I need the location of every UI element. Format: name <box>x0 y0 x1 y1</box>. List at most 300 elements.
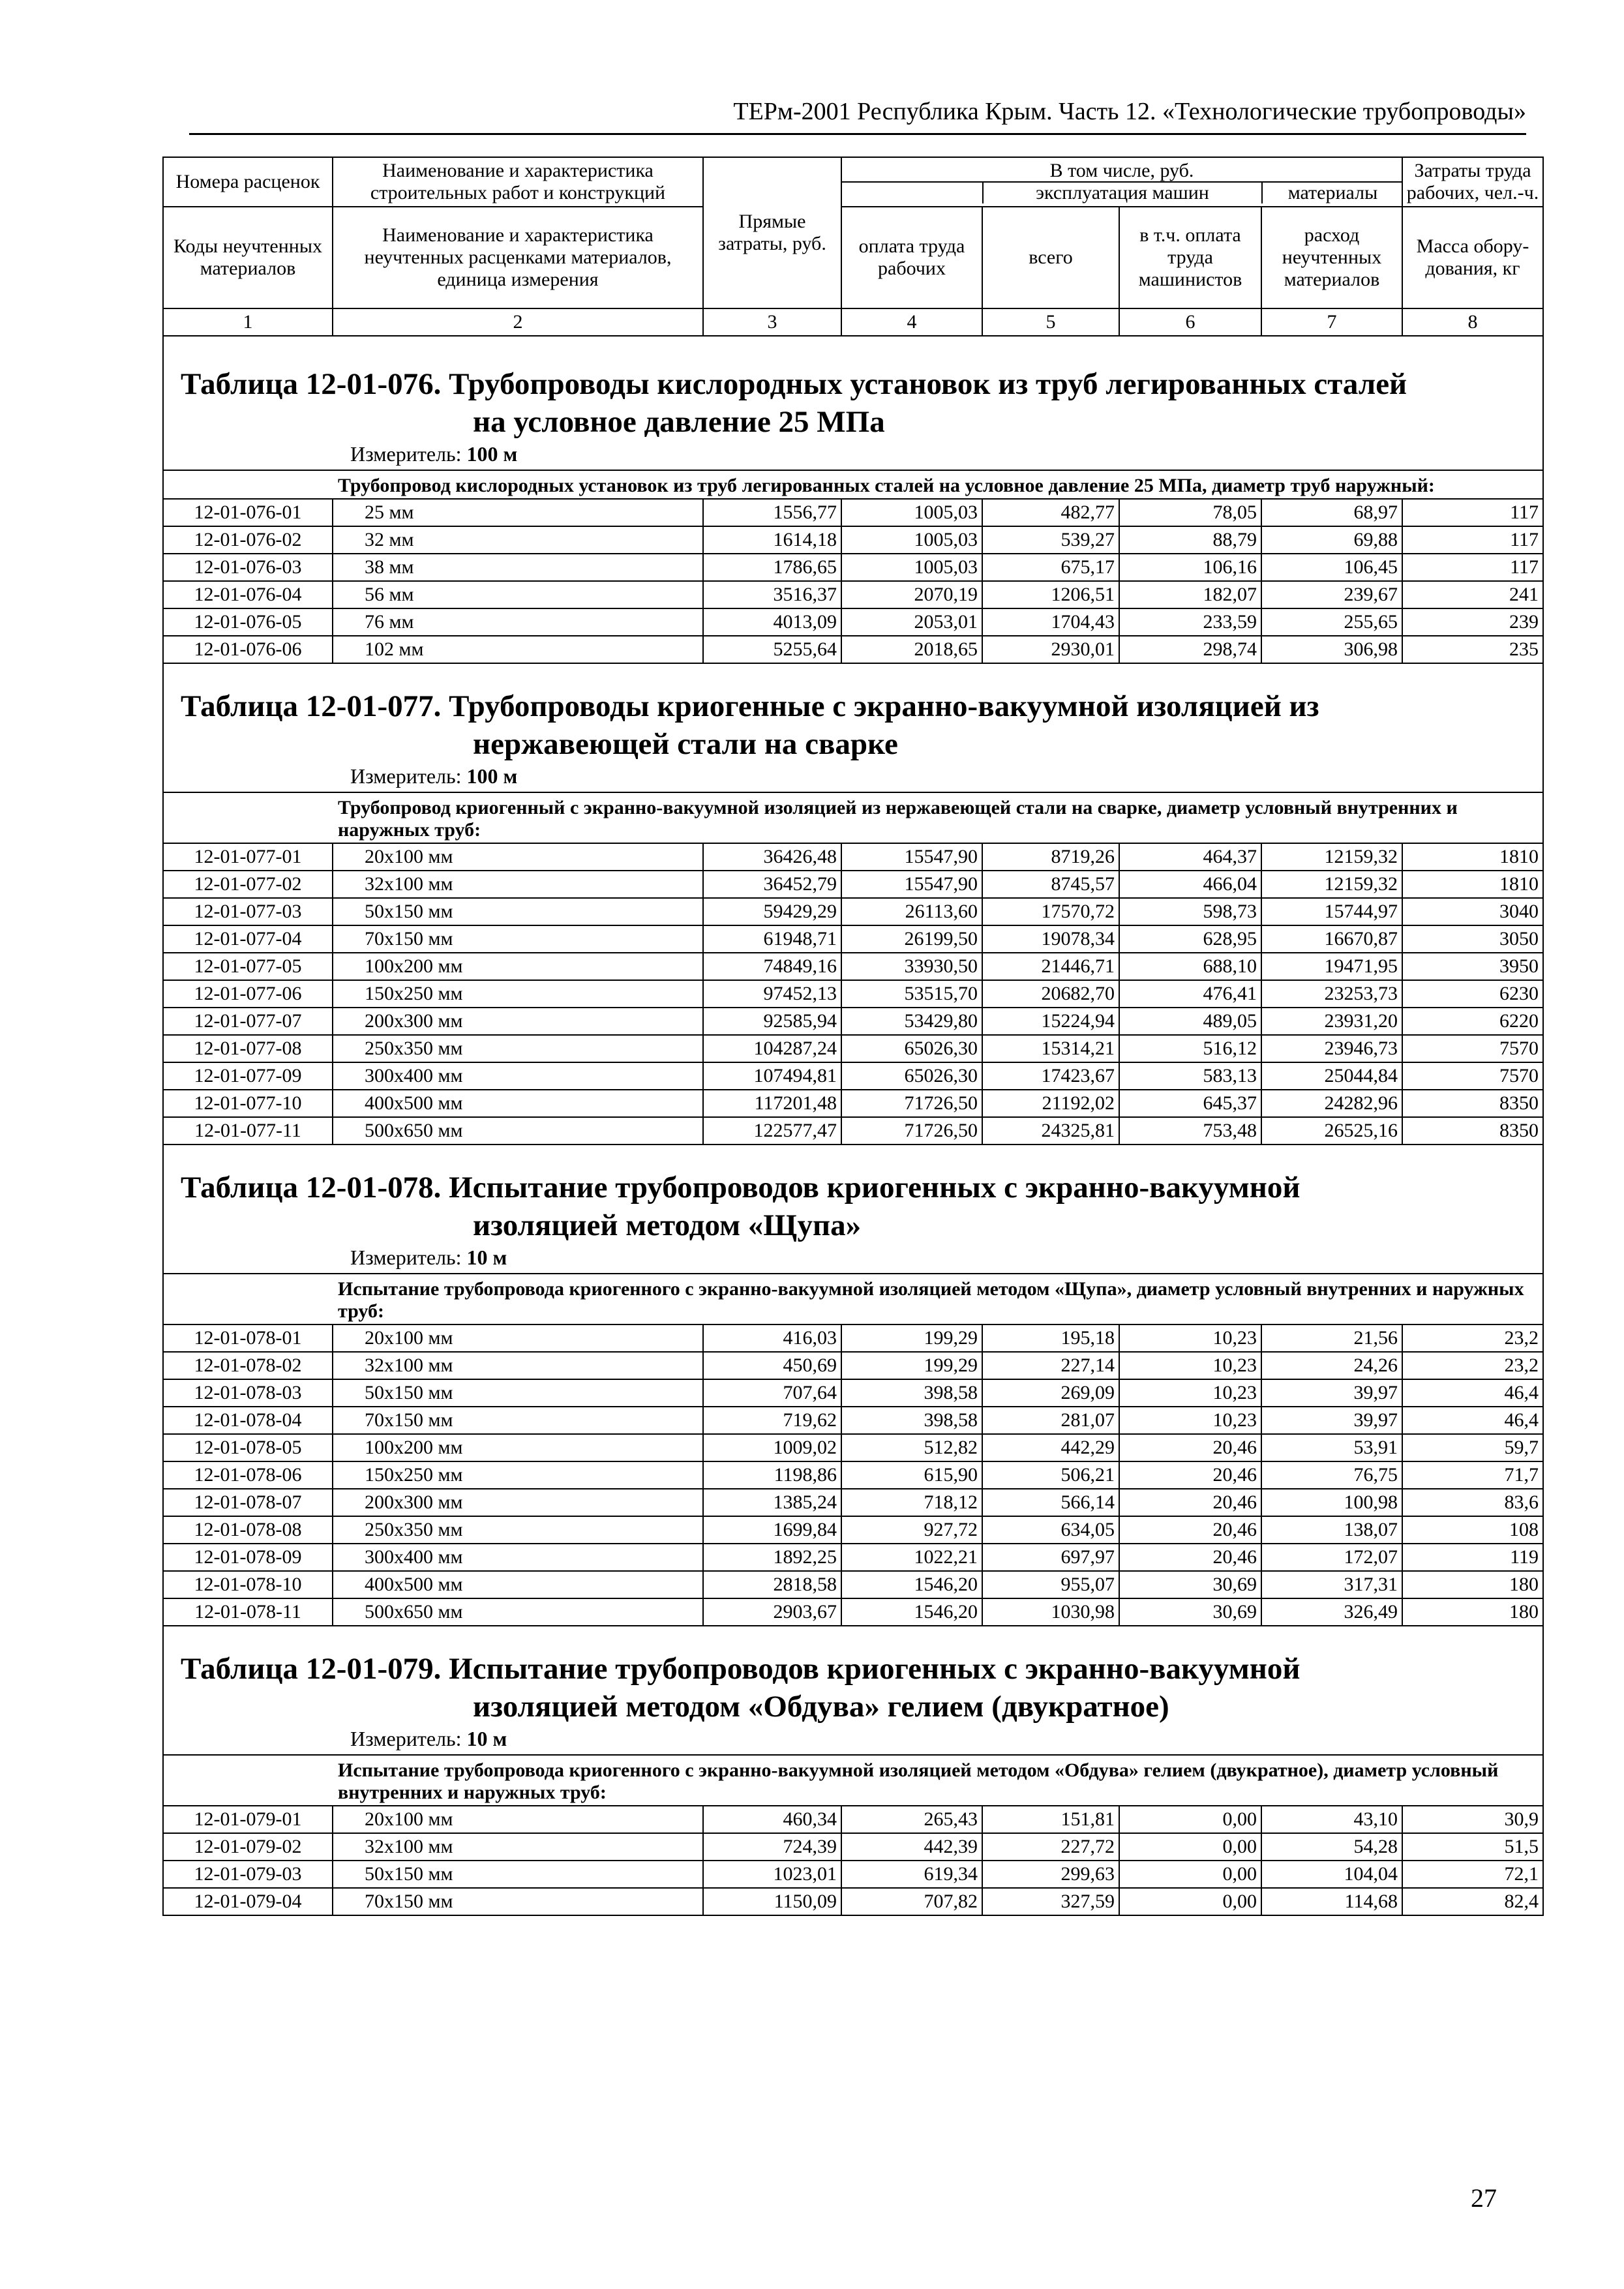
rate-code: 12-01-079-04 <box>163 1888 333 1915</box>
direct-cost: 117201,48 <box>703 1090 841 1117</box>
labor-hours: 23,2 <box>1402 1352 1543 1379</box>
table-title-line1: Таблица 12-01-077. Трубопроводы криогенные с экранно-вакуумной изоляцией из <box>181 689 1319 723</box>
section-title-cell <box>163 336 1543 470</box>
labor-pay: 71726,50 <box>841 1090 982 1117</box>
subheader-grid <box>842 183 1402 203</box>
rate-code: 12-01-076-01 <box>163 499 333 526</box>
machinists-pay: 0,00 <box>1119 1861 1261 1888</box>
machines-total: 482,77 <box>982 499 1119 526</box>
table-row <box>163 898 1543 925</box>
table-row <box>163 608 1543 636</box>
rate-code: 12-01-078-04 <box>163 1407 333 1434</box>
rate-code: 12-01-076-05 <box>163 608 333 636</box>
machinists-pay: 10,23 <box>1119 1324 1261 1352</box>
direct-cost: 92585,94 <box>703 1008 841 1035</box>
materials: 39,97 <box>1261 1407 1402 1434</box>
table-row <box>163 636 1543 663</box>
rate-code: 12-01-077-10 <box>163 1090 333 1117</box>
labor-pay: 398,58 <box>841 1379 982 1407</box>
col8-bottom-header: Масса обору-дования, кг <box>1402 207 1543 308</box>
rates-table <box>162 157 1544 1916</box>
direct-cost: 724,39 <box>703 1833 841 1861</box>
materials: 172,07 <box>1261 1544 1402 1571</box>
column-number: 3 <box>703 308 841 336</box>
rate-code: 12-01-078-11 <box>163 1598 333 1626</box>
direct-cost: 4013,09 <box>703 608 841 636</box>
rate-code: 12-01-078-02 <box>163 1352 333 1379</box>
materials: 317,31 <box>1261 1571 1402 1598</box>
rate-code: 12-01-077-07 <box>163 1008 333 1035</box>
direct-cost: 97452,13 <box>703 980 841 1008</box>
materials: 23253,73 <box>1261 980 1402 1008</box>
labor-hours: 239 <box>1402 608 1543 636</box>
materials: 12159,32 <box>1261 871 1402 898</box>
labor-hours: 117 <box>1402 526 1543 554</box>
direct-cost: 450,69 <box>703 1352 841 1379</box>
materials: 326,49 <box>1261 1598 1402 1626</box>
measure-line <box>168 1726 1539 1754</box>
work-name: 500х650 мм <box>333 1117 703 1144</box>
direct-cost: 122577,47 <box>703 1117 841 1144</box>
machines-total: 269,09 <box>982 1379 1119 1407</box>
rate-code: 12-01-077-06 <box>163 980 333 1008</box>
labor-hours: 71,7 <box>1402 1461 1543 1489</box>
direct-cost: 3516,37 <box>703 581 841 608</box>
machinists-pay: 516,12 <box>1119 1035 1261 1062</box>
direct-cost: 1786,65 <box>703 554 841 581</box>
group-row <box>163 1274 1543 1324</box>
rate-code: 12-01-078-05 <box>163 1434 333 1461</box>
machinists-pay: 88,79 <box>1119 526 1261 554</box>
labor-hours: 180 <box>1402 1571 1543 1598</box>
column-number: 5 <box>982 308 1119 336</box>
materials: 68,97 <box>1261 499 1402 526</box>
work-name: 200х300 мм <box>333 1489 703 1516</box>
labor-hours: 1810 <box>1402 871 1543 898</box>
labor-hours: 7570 <box>1402 1035 1543 1062</box>
work-name: 150х250 мм <box>333 1461 703 1489</box>
rate-code: 12-01-078-08 <box>163 1516 333 1544</box>
table-title-line2: нержавеющей стали на сварке <box>473 727 898 761</box>
column-number: 7 <box>1261 308 1402 336</box>
group-machines-header: эксплуатация машин <box>983 183 1262 203</box>
table-title <box>168 687 1539 763</box>
table-row <box>163 1833 1543 1861</box>
group-materials-header: материалы <box>1287 183 1378 203</box>
measure-label: Измеритель: <box>350 764 462 788</box>
page-number: 27 <box>1471 2183 1497 2213</box>
column-number: 1 <box>163 308 333 336</box>
machinists-pay: 753,48 <box>1119 1117 1261 1144</box>
measure-label: Измеритель: <box>350 442 462 466</box>
table-row <box>163 1090 1543 1117</box>
work-name: 300х400 мм <box>333 1062 703 1090</box>
work-name: 300х400 мм <box>333 1544 703 1571</box>
machines-total: 1206,51 <box>982 581 1119 608</box>
labor-pay: 615,90 <box>841 1461 982 1489</box>
col1-bottom-header: Коды неучтенных материалов <box>163 207 333 308</box>
group-incl-label: В том числе, руб. <box>842 160 1402 183</box>
col6-header: в т.ч. оплата труда машинистов <box>1119 207 1261 308</box>
group-row <box>163 470 1543 499</box>
machinists-pay: 106,16 <box>1119 554 1261 581</box>
machines-total: 1704,43 <box>982 608 1119 636</box>
running-header: ТЕРм-2001 Республика Крым. Часть 12. «Технологические трубопроводы» <box>733 98 1526 125</box>
rate-code: 12-01-077-11 <box>163 1117 333 1144</box>
materials: 12159,32 <box>1261 843 1402 871</box>
machinists-pay: 233,59 <box>1119 608 1261 636</box>
labor-hours: 7570 <box>1402 1062 1543 1090</box>
labor-pay: 2018,65 <box>841 636 982 663</box>
rate-code: 12-01-079-02 <box>163 1833 333 1861</box>
direct-cost: 59429,29 <box>703 898 841 925</box>
labor-hours: 23,2 <box>1402 1324 1543 1352</box>
labor-hours: 6230 <box>1402 980 1543 1008</box>
group-row-blank <box>163 1755 333 1806</box>
labor-pay: 33930,50 <box>841 953 982 980</box>
labor-pay: 26113,60 <box>841 898 982 925</box>
materials: 104,04 <box>1261 1861 1402 1888</box>
column-number: 4 <box>841 308 982 336</box>
work-name: 76 мм <box>333 608 703 636</box>
machinists-pay: 464,37 <box>1119 843 1261 871</box>
work-name: 70х150 мм <box>333 1888 703 1915</box>
measure-line <box>168 441 1539 470</box>
labor-pay: 65026,30 <box>841 1035 982 1062</box>
direct-cost: 2818,58 <box>703 1571 841 1598</box>
work-name: 70х150 мм <box>333 925 703 953</box>
labor-hours: 1810 <box>1402 843 1543 871</box>
measure-label: Измеритель: <box>350 1727 462 1750</box>
table-row <box>163 953 1543 980</box>
materials: 26525,16 <box>1261 1117 1402 1144</box>
machinists-pay: 182,07 <box>1119 581 1261 608</box>
rate-code: 12-01-077-09 <box>163 1062 333 1090</box>
machinists-pay: 78,05 <box>1119 499 1261 526</box>
measure-value: 10 м <box>466 1246 507 1269</box>
rate-code: 12-01-078-07 <box>163 1489 333 1516</box>
table-row <box>163 1516 1543 1544</box>
work-name: 32 мм <box>333 526 703 554</box>
machinists-pay: 20,46 <box>1119 1434 1261 1461</box>
machinists-pay: 30,69 <box>1119 1598 1261 1626</box>
table-row <box>163 1489 1543 1516</box>
table-title-line1: Таблица 12-01-078. Испытание трубопроводов криогенных с экранно-вакуумной <box>181 1171 1301 1204</box>
machinists-pay: 688,10 <box>1119 953 1261 980</box>
labor-pay: 1022,21 <box>841 1544 982 1571</box>
column-number: 8 <box>1402 308 1543 336</box>
rate-code: 12-01-077-01 <box>163 843 333 871</box>
table-row <box>163 925 1543 953</box>
materials: 19471,95 <box>1261 953 1402 980</box>
machinists-pay: 598,73 <box>1119 898 1261 925</box>
materials: 306,98 <box>1261 636 1402 663</box>
machines-total: 20682,70 <box>982 980 1119 1008</box>
labor-pay: 26199,50 <box>841 925 982 953</box>
rate-code: 12-01-076-03 <box>163 554 333 581</box>
measure-line <box>168 1244 1539 1273</box>
work-name: 56 мм <box>333 581 703 608</box>
materials: 54,28 <box>1261 1833 1402 1861</box>
machines-total: 634,05 <box>982 1516 1119 1544</box>
work-name: 20х100 мм <box>333 843 703 871</box>
machines-total: 8745,57 <box>982 871 1119 898</box>
labor-pay: 65026,30 <box>841 1062 982 1090</box>
labor-pay: 199,29 <box>841 1324 982 1352</box>
labor-pay: 512,82 <box>841 1434 982 1461</box>
group-row-blank <box>163 792 333 843</box>
labor-pay: 15547,90 <box>841 871 982 898</box>
col8-top-header: Затраты труда рабочих, чел.-ч. <box>1402 157 1543 207</box>
labor-hours: 46,4 <box>1402 1407 1543 1434</box>
machines-total: 19078,34 <box>982 925 1119 953</box>
direct-cost: 36426,48 <box>703 843 841 871</box>
materials: 24282,96 <box>1261 1090 1402 1117</box>
table-title <box>168 1169 1539 1244</box>
machinists-pay: 10,23 <box>1119 1379 1261 1407</box>
machinists-pay: 628,95 <box>1119 925 1261 953</box>
labor-hours: 117 <box>1402 554 1543 581</box>
machines-total: 506,21 <box>982 1461 1119 1489</box>
machines-total: 151,81 <box>982 1806 1119 1833</box>
rate-code: 12-01-078-09 <box>163 1544 333 1571</box>
col2-top-header: Наименование и характеристика строительных работ и конструкций <box>333 157 703 207</box>
column-number: 2 <box>333 308 703 336</box>
materials: 25044,84 <box>1261 1062 1402 1090</box>
table-row <box>163 1888 1543 1915</box>
labor-pay: 1005,03 <box>841 499 982 526</box>
labor-hours: 235 <box>1402 636 1543 663</box>
machinists-pay: 20,46 <box>1119 1516 1261 1544</box>
direct-cost: 2903,67 <box>703 1598 841 1626</box>
table-row <box>163 554 1543 581</box>
machines-total: 697,97 <box>982 1544 1119 1571</box>
labor-hours: 6220 <box>1402 1008 1543 1035</box>
machinists-pay: 0,00 <box>1119 1833 1261 1861</box>
work-name: 102 мм <box>333 636 703 663</box>
work-name: 50х150 мм <box>333 1379 703 1407</box>
materials: 23946,73 <box>1261 1035 1402 1062</box>
work-name: 50х150 мм <box>333 1861 703 1888</box>
labor-hours: 3950 <box>1402 953 1543 980</box>
labor-hours: 59,7 <box>1402 1434 1543 1461</box>
rate-code: 12-01-077-02 <box>163 871 333 898</box>
work-name: 100х200 мм <box>333 1434 703 1461</box>
measure-value: 100 м <box>466 442 518 466</box>
table-row <box>163 980 1543 1008</box>
measure-value: 100 м <box>466 764 518 788</box>
machinists-pay: 583,13 <box>1119 1062 1261 1090</box>
table-title-line2: изоляцией методом «Обдува» гелием (двукратное) <box>473 1690 1169 1724</box>
measure-line <box>168 763 1539 792</box>
machines-total: 539,27 <box>982 526 1119 554</box>
table-row <box>163 1806 1543 1833</box>
machinists-pay: 10,23 <box>1119 1352 1261 1379</box>
direct-cost: 1009,02 <box>703 1434 841 1461</box>
machines-total: 327,59 <box>982 1888 1119 1915</box>
section-title-row <box>163 663 1543 792</box>
table-row <box>163 1461 1543 1489</box>
work-name: 20х100 мм <box>333 1806 703 1833</box>
work-name: 32х100 мм <box>333 1833 703 1861</box>
labor-pay: 442,39 <box>841 1833 982 1861</box>
materials: 138,07 <box>1261 1516 1402 1544</box>
materials: 53,91 <box>1261 1434 1402 1461</box>
direct-cost: 460,34 <box>703 1806 841 1833</box>
labor-pay: 1546,20 <box>841 1571 982 1598</box>
rate-code: 12-01-077-08 <box>163 1035 333 1062</box>
materials: 106,45 <box>1261 554 1402 581</box>
machines-total: 675,17 <box>982 554 1119 581</box>
rate-code: 12-01-076-04 <box>163 581 333 608</box>
rate-code: 12-01-078-10 <box>163 1571 333 1598</box>
labor-hours: 3040 <box>1402 898 1543 925</box>
labor-pay: 1005,03 <box>841 526 982 554</box>
rate-code: 12-01-079-01 <box>163 1806 333 1833</box>
direct-cost: 1198,86 <box>703 1461 841 1489</box>
table-row <box>163 1598 1543 1626</box>
work-name: 32х100 мм <box>333 1352 703 1379</box>
labor-pay: 265,43 <box>841 1806 982 1833</box>
machinists-pay: 20,46 <box>1119 1489 1261 1516</box>
table-row <box>163 1008 1543 1035</box>
section-title-cell <box>163 663 1543 792</box>
materials: 16670,87 <box>1261 925 1402 953</box>
rate-code: 12-01-077-03 <box>163 898 333 925</box>
machines-total: 442,29 <box>982 1434 1119 1461</box>
labor-pay: 53515,70 <box>841 980 982 1008</box>
labor-pay: 199,29 <box>841 1352 982 1379</box>
table-title-line2: изоляцией методом «Щупа» <box>473 1208 862 1242</box>
group-row-blank <box>163 470 333 499</box>
labor-pay: 71726,50 <box>841 1117 982 1144</box>
table-row <box>163 1407 1543 1434</box>
col7-header: расход неучтенных материалов <box>1261 207 1402 308</box>
work-name: 32х100 мм <box>333 871 703 898</box>
labor-hours: 30,9 <box>1402 1806 1543 1833</box>
labor-hours: 82,4 <box>1402 1888 1543 1915</box>
table-row <box>163 1352 1543 1379</box>
machinists-pay: 476,41 <box>1119 980 1261 1008</box>
materials: 239,67 <box>1261 581 1402 608</box>
materials: 100,98 <box>1261 1489 1402 1516</box>
work-name: 200х300 мм <box>333 1008 703 1035</box>
table-row <box>163 1571 1543 1598</box>
labor-pay: 15547,90 <box>841 843 982 871</box>
table-row <box>163 1861 1543 1888</box>
direct-cost: 104287,24 <box>703 1035 841 1062</box>
labor-pay: 718,12 <box>841 1489 982 1516</box>
column-number: 6 <box>1119 308 1261 336</box>
machines-total: 15314,21 <box>982 1035 1119 1062</box>
machines-total: 299,63 <box>982 1861 1119 1888</box>
direct-cost: 1023,01 <box>703 1861 841 1888</box>
labor-pay: 398,58 <box>841 1407 982 1434</box>
machines-total: 17423,67 <box>982 1062 1119 1090</box>
col3-header: Прямые затраты, руб. <box>703 157 841 308</box>
labor-hours: 72,1 <box>1402 1861 1543 1888</box>
table-title-line1: Таблица 12-01-079. Испытание трубопроводов криогенных с экранно-вакуумной <box>181 1652 1301 1686</box>
column-numbers-row <box>163 308 1543 336</box>
direct-cost: 107494,81 <box>703 1062 841 1090</box>
machinists-pay: 20,46 <box>1119 1544 1261 1571</box>
section-title-cell <box>163 1144 1543 1274</box>
labor-hours: 51,5 <box>1402 1833 1543 1861</box>
table-row <box>163 843 1543 871</box>
machinists-pay: 466,04 <box>1119 871 1261 898</box>
materials: 23931,20 <box>1261 1008 1402 1035</box>
group-description: Трубопровод криогенный с экранно-вакуумной изоляцией из нержавеющей стали на сварке, диаметр условный внутренних и наружных труб: <box>333 792 1543 843</box>
work-name: 250х350 мм <box>333 1035 703 1062</box>
table-title-line2: на условное давление 25 МПа <box>473 405 885 439</box>
table-row <box>163 1434 1543 1461</box>
labor-hours: 119 <box>1402 1544 1543 1571</box>
materials: 24,26 <box>1261 1352 1402 1379</box>
labor-hours: 8350 <box>1402 1090 1543 1117</box>
rate-code: 12-01-077-04 <box>163 925 333 953</box>
group-row <box>163 1755 1543 1806</box>
rate-code: 12-01-076-02 <box>163 526 333 554</box>
machines-total: 8719,26 <box>982 843 1119 871</box>
machines-total: 2930,01 <box>982 636 1119 663</box>
materials: 114,68 <box>1261 1888 1402 1915</box>
machines-total: 566,14 <box>982 1489 1119 1516</box>
labor-hours: 8350 <box>1402 1117 1543 1144</box>
machines-total: 21192,02 <box>982 1090 1119 1117</box>
table-title-line1: Таблица 12-01-076. Трубопроводы кислородных установок из труб легированных сталей <box>181 367 1407 401</box>
labor-pay: 2053,01 <box>841 608 982 636</box>
direct-cost: 1385,24 <box>703 1489 841 1516</box>
table-row <box>163 526 1543 554</box>
work-name: 150х250 мм <box>333 980 703 1008</box>
work-name: 38 мм <box>333 554 703 581</box>
work-name: 50х150 мм <box>333 898 703 925</box>
rate-code: 12-01-078-03 <box>163 1379 333 1407</box>
labor-hours: 108 <box>1402 1516 1543 1544</box>
direct-cost: 5255,64 <box>703 636 841 663</box>
machines-total: 21446,71 <box>982 953 1119 980</box>
section-title-row <box>163 1626 1543 1755</box>
work-name: 400х500 мм <box>333 1090 703 1117</box>
machinists-pay: 20,46 <box>1119 1461 1261 1489</box>
table-row <box>163 1379 1543 1407</box>
rate-code: 12-01-076-06 <box>163 636 333 663</box>
group-description: Трубопровод кислородных установок из труб легированных сталей на условное давление 25 МПа, диаметр труб наружный: <box>333 470 1543 499</box>
labor-pay: 927,72 <box>841 1516 982 1544</box>
group-description: Испытание трубопровода криогенного с экранно-вакуумной изоляцией методом «Щупа», диаметр условный внутренних и наружных труб: <box>333 1274 1543 1324</box>
materials: 39,97 <box>1261 1379 1402 1407</box>
machines-total: 195,18 <box>982 1324 1119 1352</box>
measure-value: 10 м <box>466 1727 507 1750</box>
direct-cost: 36452,79 <box>703 871 841 898</box>
measure-label: Измеритель: <box>350 1246 462 1269</box>
table-row <box>163 1035 1543 1062</box>
group-incl-header <box>841 157 1402 207</box>
section-title-cell <box>163 1626 1543 1755</box>
materials: 69,88 <box>1261 526 1402 554</box>
work-name: 20х100 мм <box>333 1324 703 1352</box>
direct-cost: 1892,25 <box>703 1544 841 1571</box>
labor-pay: 619,34 <box>841 1861 982 1888</box>
header-row-1 <box>163 157 1543 207</box>
rate-code: 12-01-079-03 <box>163 1861 333 1888</box>
machinists-pay: 489,05 <box>1119 1008 1261 1035</box>
rate-code: 12-01-077-05 <box>163 953 333 980</box>
machines-total: 15224,94 <box>982 1008 1119 1035</box>
labor-pay: 1546,20 <box>841 1598 982 1626</box>
labor-pay: 2070,19 <box>841 581 982 608</box>
rate-code: 12-01-078-01 <box>163 1324 333 1352</box>
